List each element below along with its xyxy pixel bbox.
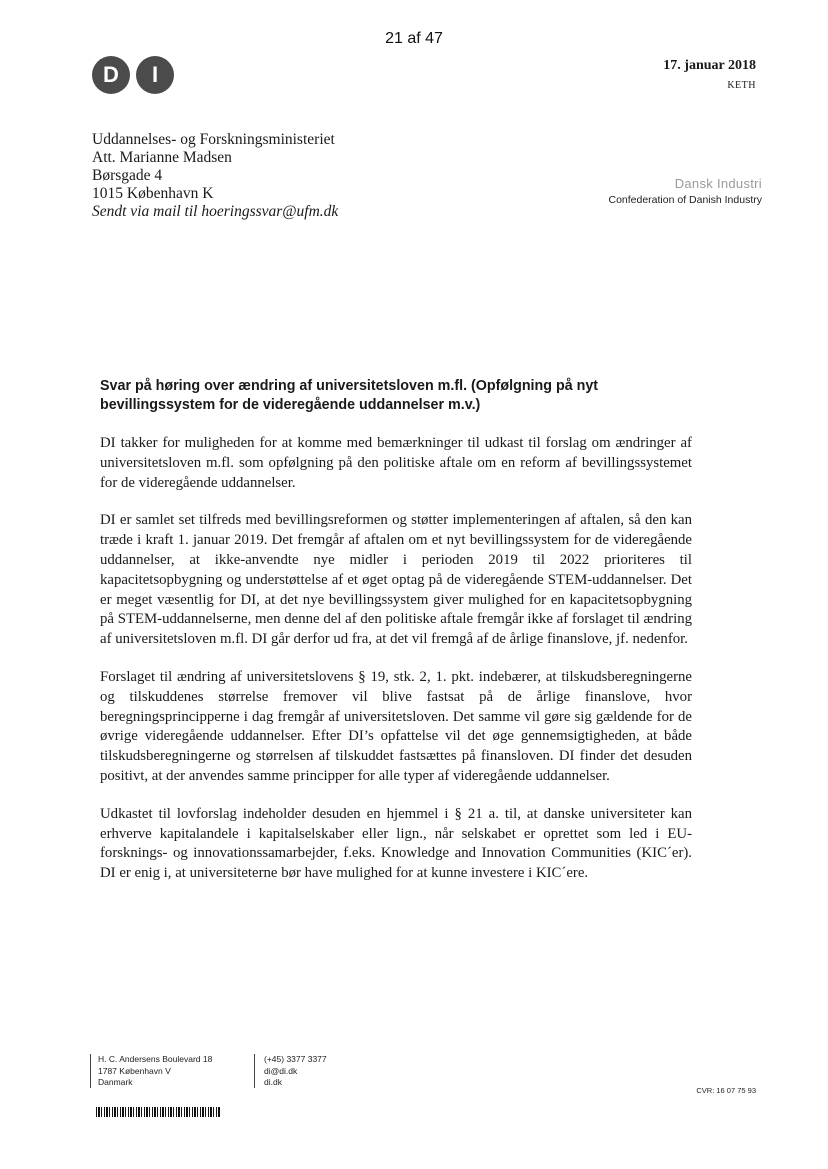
body-paragraph: DI takker for muligheden for at komme med bemærkninger til udkast til forslag om ændringer af universitetsloven m.fl. som opfølgning på den politiske aftale om en reform af bevillingssystemet for de videregående uddannelser. xyxy=(100,435,692,491)
organization-name: Dansk Industri xyxy=(674,176,762,191)
footer-address-line: H. C. Andersens Boulevard 18 xyxy=(98,1054,213,1064)
author-initials: KETH xyxy=(727,80,756,91)
footer-divider xyxy=(254,1054,255,1088)
body-paragraph: Forslaget til ændring af universitetslovens § 19, stk. 2, 1. pkt. indebærer, at tilskudsberegningerne og tilskuddenes størrelse fremover vil blive fastsat på de årlige finanslove, hvor beregningsprincipperne i dag fremgår af universitetsloven. Det samme vil gøre sig gældende for de øvrige videregående uddannelser. Efter DI’s opfattelse vil det øge gennemsigtigheden, at både tilskudsberegningerne og størrelsen af tilskuddet fastsættes på finansloven. DI finder det desuden positivt, at der anvendes samme principper for alle typer af videregående uddannelser. xyxy=(100,668,692,784)
recipient-line: Uddannelses- og Forskningsministeriet xyxy=(92,131,335,148)
footer-divider xyxy=(90,1054,91,1088)
footer-email: di@di.dk xyxy=(264,1065,298,1076)
body-paragraph: Udkastet til lovforslag indeholder desuden en hjemmel i § 21 a. til, at danske universiteter kan erhverve kapitalandele i kapitalselskaber eller lign., når selskabet er oprettet som led i EU-forsknings- og innovationssamarbejder, f.eks. Knowledge and Innovation Communities (KIC´er). DI er enig i, at universiteterne bør have mulighed for at kunne investere i KIC´ere. xyxy=(100,805,692,882)
page-counter: 21 af 47 xyxy=(385,30,443,47)
letter-date: 17. januar 2018 xyxy=(663,58,756,73)
sent-via-line: Sendt via mail til hoeringssvar@ufm.dk xyxy=(92,203,339,220)
letter-subject: Svar på høring over ændring af universitetsloven m.fl. (Opfølgning på nyt bevillingssystem for de videregående uddannelser m.v.) xyxy=(100,378,599,413)
footer-website: di.dk xyxy=(264,1077,282,1087)
recipient-address xyxy=(92,131,338,221)
barcode xyxy=(96,1107,221,1117)
recipient-line: Børsgade 4 xyxy=(92,167,163,184)
recipient-line: Att. Marianne Madsen xyxy=(92,149,232,166)
footer-phone: (+45) 3377 3377 xyxy=(264,1054,327,1064)
recipient-line: 1015 København K xyxy=(92,185,214,202)
footer-address xyxy=(98,1054,212,1089)
footer-address-line: 1787 København V xyxy=(98,1065,171,1076)
footer-address-line: Danmark xyxy=(98,1077,133,1087)
di-logo xyxy=(92,56,174,94)
footer-contact xyxy=(264,1054,327,1089)
logo-disc-d: D xyxy=(92,56,130,94)
body-paragraph: DI er samlet set tilfreds med bevillingsreformen og støtter implementeringen af aftalen, så den kan træde i kraft 1. januar 2019. Det fremgår af aftalen om et nyt bevillingssystem for de videregående uddannelser, at ikke-anvendte nye midler i perioden 2019 til 2022 prioriteres til kapacitetsopbygning og understøttelse af et øget optag på de videregående STEM-uddannelser. Det er meget væsentlig for DI, at det nye bevillingssystem giver mulighed for en kapacitetsopbygning på STEM-uddannelserne, men denne del af den politiske aftale fremgår ikke af forslaget til ændring af universitetsloven m.fl. DI går derfor ud fra, at det vil fremgå af de årlige finanslove, jf. nedenfor. xyxy=(100,512,692,648)
organization-subtitle: Confederation of Danish Industry xyxy=(608,194,762,206)
footer-cvr: CVR: 16 07 75 93 xyxy=(696,1086,756,1095)
letter-body xyxy=(100,434,692,902)
logo-disc-i: I xyxy=(136,56,174,94)
